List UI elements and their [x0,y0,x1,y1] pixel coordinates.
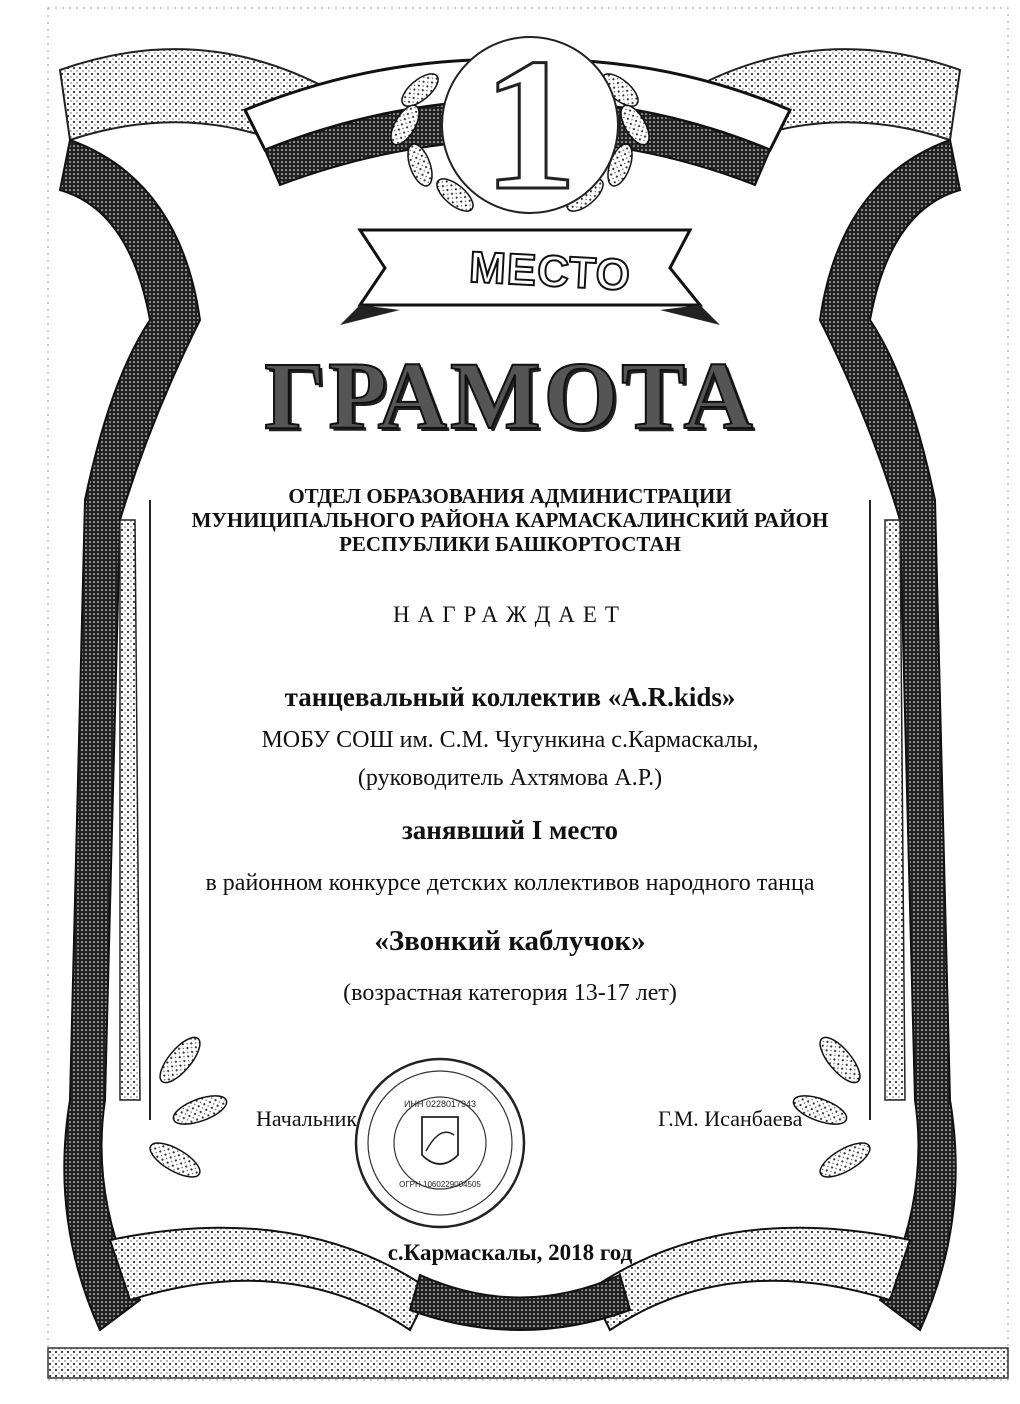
recipient-school: МОБУ СОШ им. С.М. Чугункина с.Кармаскалы, [261,727,759,753]
document-title: ГРАМОТА [264,342,756,449]
issuer-line-2: МУНИЦИПАЛЬНОГО РАЙОНА КАРМАСКАЛИНСКИЙ РАЙОН [191,508,829,532]
place-number: 1 [482,20,578,230]
age-category: (возрастная категория 13-17 лет) [343,980,677,1006]
signer-title: Начальник [256,1106,358,1131]
recipient-collective: танцевальный коллектив «A.R.kids» [284,682,736,712]
issuer-line-1: ОТДЕЛ ОБРАЗОВАНИЯ АДМИНИСТРАЦИИ [288,484,732,508]
official-stamp [352,1055,528,1231]
contest-name: «Звонкий каблучок» [374,925,646,957]
recipient-leader: (руководитель Ахтямова А.Р.) [357,765,663,791]
awards-word: НАГРАЖДАЕТ [393,602,627,627]
signer-name: Г.М. Исанбаева [658,1106,803,1131]
stamp-inn: ИНН 0228017943 [403,1099,477,1109]
place-and-date: с.Кармаскалы, 2018 год [387,1240,633,1265]
issuer-line-3: РЕСПУБЛИКИ БАШКОРТОСТАН [339,532,681,556]
place-word: МЕСТО [468,242,633,301]
stamp-ogrn: ОГРН 1060229004505 [399,1180,481,1189]
achievement-line: занявший I место [401,815,619,845]
contest-description: в районном конкурсе детских коллективов народного танца [205,870,815,896]
